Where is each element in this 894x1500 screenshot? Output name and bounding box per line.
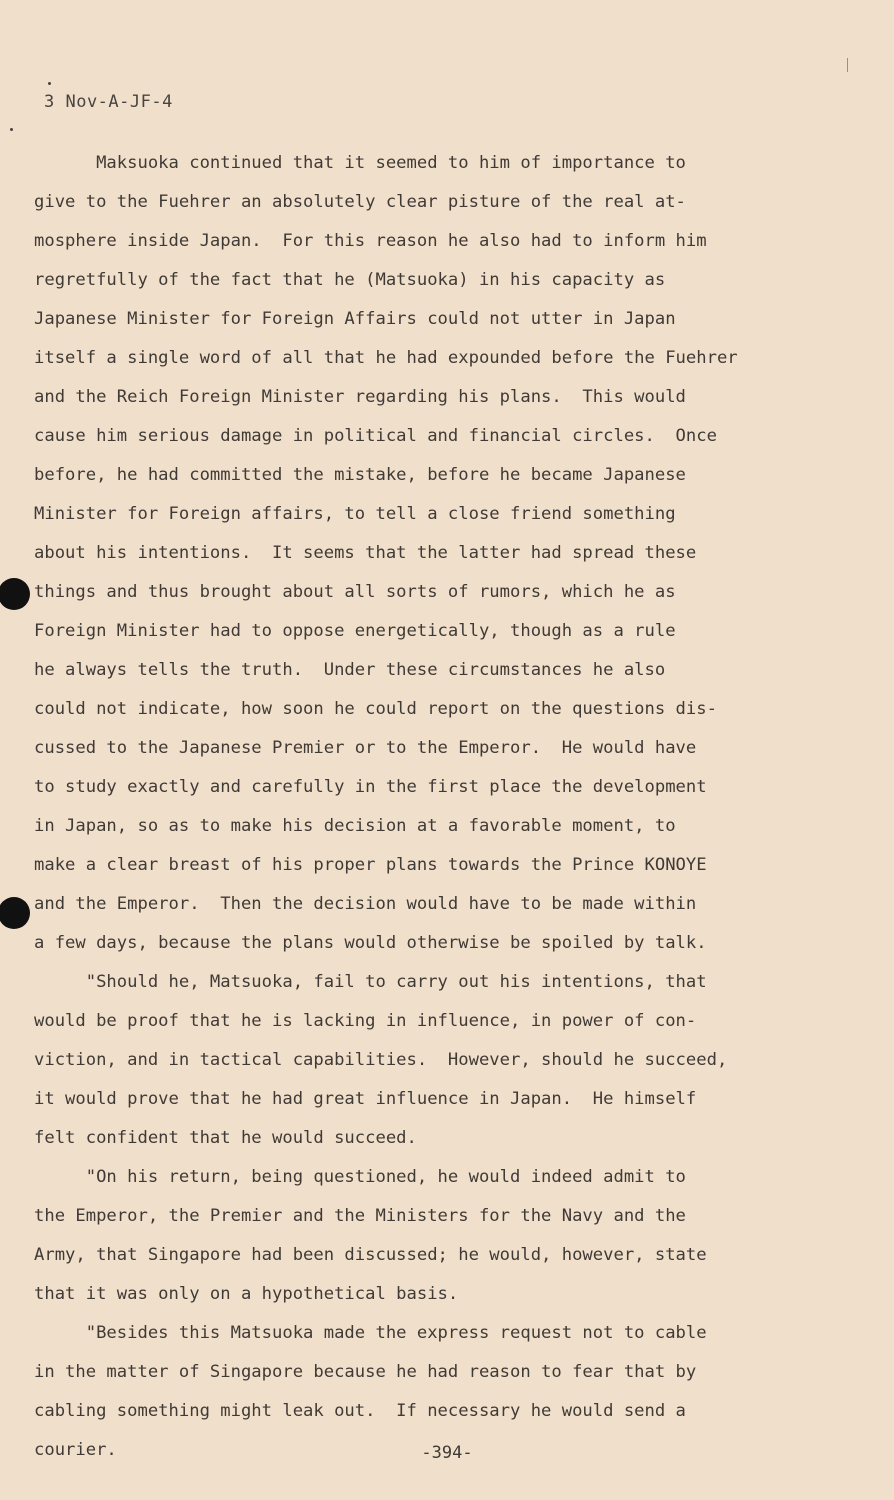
text-line: regretfully of the fact that he (Matsuoka) in his capacity as [34,270,666,290]
text-line: and the Emperor. Then the decision would have to be made within [34,894,697,914]
punch-hole [0,897,30,929]
text-line: and the Reich Foreign Minister regarding his plans. This would [34,387,686,407]
text-line: Japanese Minister for Foreign Affairs could not utter in Japan [34,309,676,329]
text-line: mosphere inside Japan. For this reason he also had to inform him [34,231,707,251]
ink-speck [10,128,13,131]
text-line: Army, that Singapore had been discussed; he would, however, state [34,1245,707,1265]
text-line: Foreign Minister had to oppose energetically, though as a rule [34,621,676,641]
text-line: make a clear breast of his proper plans towards the Prince KONOYE [34,855,707,875]
text-line: "On his return, being questioned, he would indeed admit to [34,1167,686,1187]
text-line: felt confident that he would succeed. [34,1128,417,1148]
text-line: cause him serious damage in political and financial circles. Once [34,426,717,446]
text-line: the Emperor, the Premier and the Ministers for the Navy and the [34,1206,686,1226]
text-line: Minister for Foreign affairs, to tell a close friend something [34,504,676,524]
document-body [34,144,834,1470]
text-line: cabling something might leak out. If necessary he would send a [34,1401,686,1421]
text-line: itself a single word of all that he had expounded before the Fuehrer [34,348,738,368]
page-number: -394- [421,1443,473,1463]
text-line: before, he had committed the mistake, before he became Japanese [34,465,686,485]
ink-speck [48,82,51,85]
document-header: 3 Nov-A-JF-4 [44,92,173,112]
text-line: in Japan, so as to make his decision at a favorable moment, to [34,816,676,836]
text-line: about his intentions. It seems that the latter had spread these [34,543,697,563]
text-line: it would prove that he had great influence in Japan. He himself [34,1089,697,1109]
text-line: that it was only on a hypothetical basis. [34,1284,459,1304]
paper-edge-mark [847,58,848,72]
punch-hole [0,578,30,610]
text-line: give to the Fuehrer an absolutely clear pisture of the real at- [34,192,686,212]
text-line: in the matter of Singapore because he had reason to fear that by [34,1362,697,1382]
text-line: "Besides this Matsuoka made the express request not to cable [34,1323,707,1343]
text-line: Maksuoka continued that it seemed to him of importance to [34,153,686,173]
text-line: a few days, because the plans would otherwise be spoiled by talk. [34,933,707,953]
text-line: courier. [34,1440,117,1460]
text-line: cussed to the Japanese Premier or to the Emperor. He would have [34,738,697,758]
text-line: viction, and in tactical capabilities. However, should he succeed, [34,1050,728,1070]
text-line: things and thus brought about all sorts of rumors, which he as [34,582,676,602]
text-line: "Should he, Matsuoka, fail to carry out his intentions, that [34,972,707,992]
text-line: he always tells the truth. Under these circumstances he also [34,660,666,680]
text-line: could not indicate, how soon he could report on the questions dis- [34,699,717,719]
text-line: would be proof that he is lacking in influence, in power of con- [34,1011,697,1031]
text-line: to study exactly and carefully in the first place the development [34,777,707,797]
